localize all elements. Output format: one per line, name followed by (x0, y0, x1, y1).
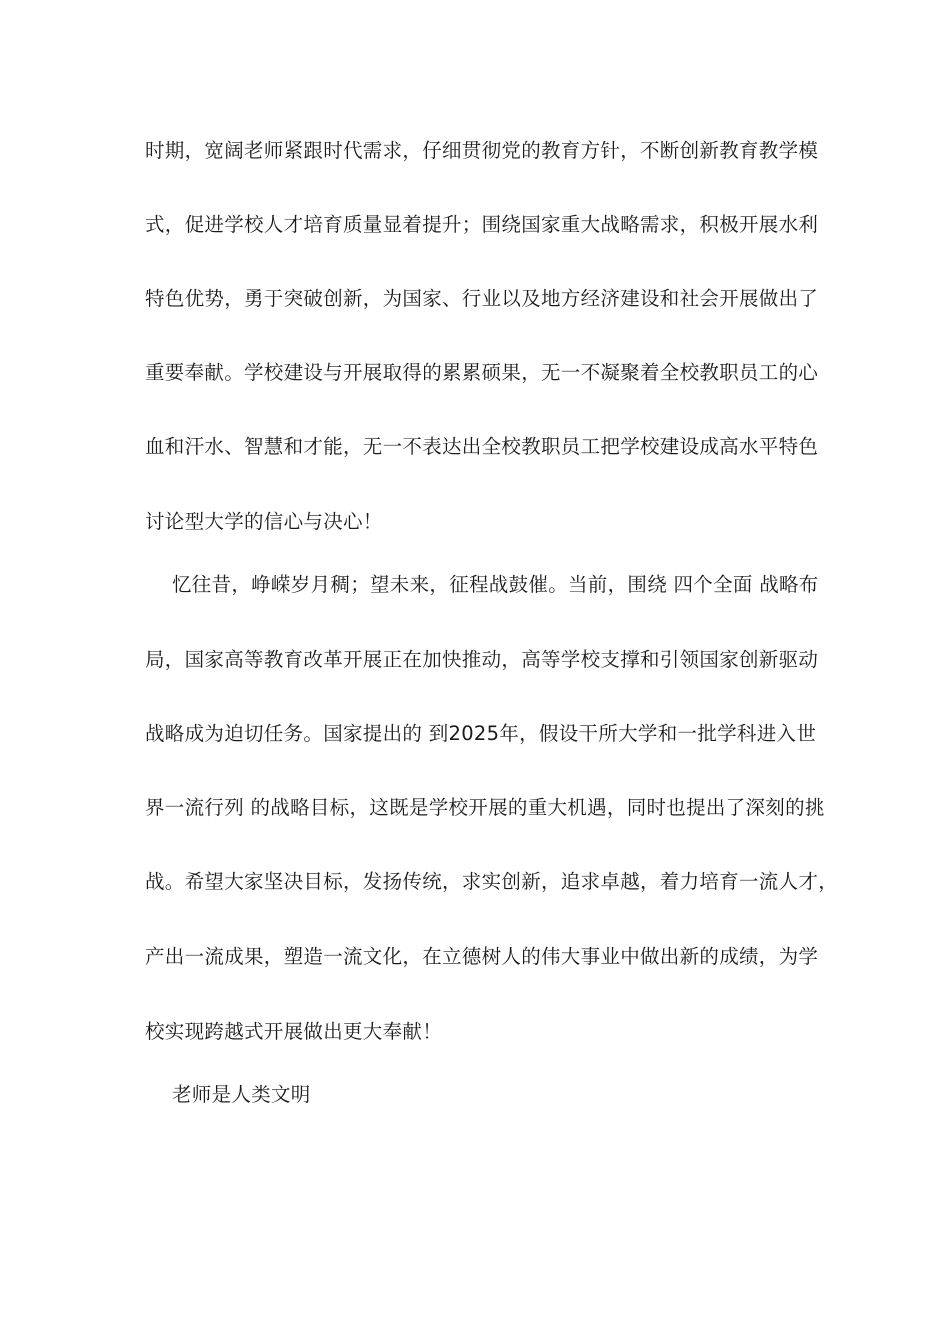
text-line: 校实现跨越式开展做出更大奉献！ (145, 1020, 443, 1043)
text-line: 界一流行列 的战略目标，这既是学校开展的重大机遇，同时也提出了深刻的挑 (145, 796, 825, 819)
text-line: 战。希望大家坚决目标，发扬传统，求实创新，追求卓越，着力培育一流人才， (145, 870, 839, 893)
text-line: 老师是人类文明 (172, 1083, 311, 1106)
text-line: 时期，宽阔老师紧跟时代需求，仔细贯彻党的教育方针，不断创新教育教学模 (145, 139, 819, 162)
text-line: 忆往昔，峥嵘岁月稠；望未来，征程战鼓催。当前，围绕 四个全面 战略布 (172, 573, 819, 596)
text-line: 战略成为迫切任务。国家提出的 到2025年，假设干所大学和一批学科进入世 (145, 722, 817, 745)
text-line: 重要奉献。学校建设与开展取得的累累硕果，无一不凝聚着全校教职员工的心 (145, 361, 819, 384)
text-line: 讨论型大学的信心与决心！ (145, 510, 383, 533)
text-line: 局，国家高等教育改革开展正在加快推动，高等学校支撑和引领国家创新驱动 (145, 648, 819, 671)
text-line: 式，促进学校人才培育质量显着提升；围绕国家重大战略需求，积极开展水利 (145, 213, 819, 236)
text-line: 血和汗水、智慧和才能，无一不表达出全校教职员工把学校建设成高水平特色 (145, 435, 819, 458)
text-line: 产出一流成果，塑造一流文化，在立德树人的伟大事业中做出新的成绩，为学 (145, 945, 819, 968)
text-line: 特色优势，勇于突破创新，为国家、行业以及地方经济建设和社会开展做出了 (145, 287, 819, 310)
